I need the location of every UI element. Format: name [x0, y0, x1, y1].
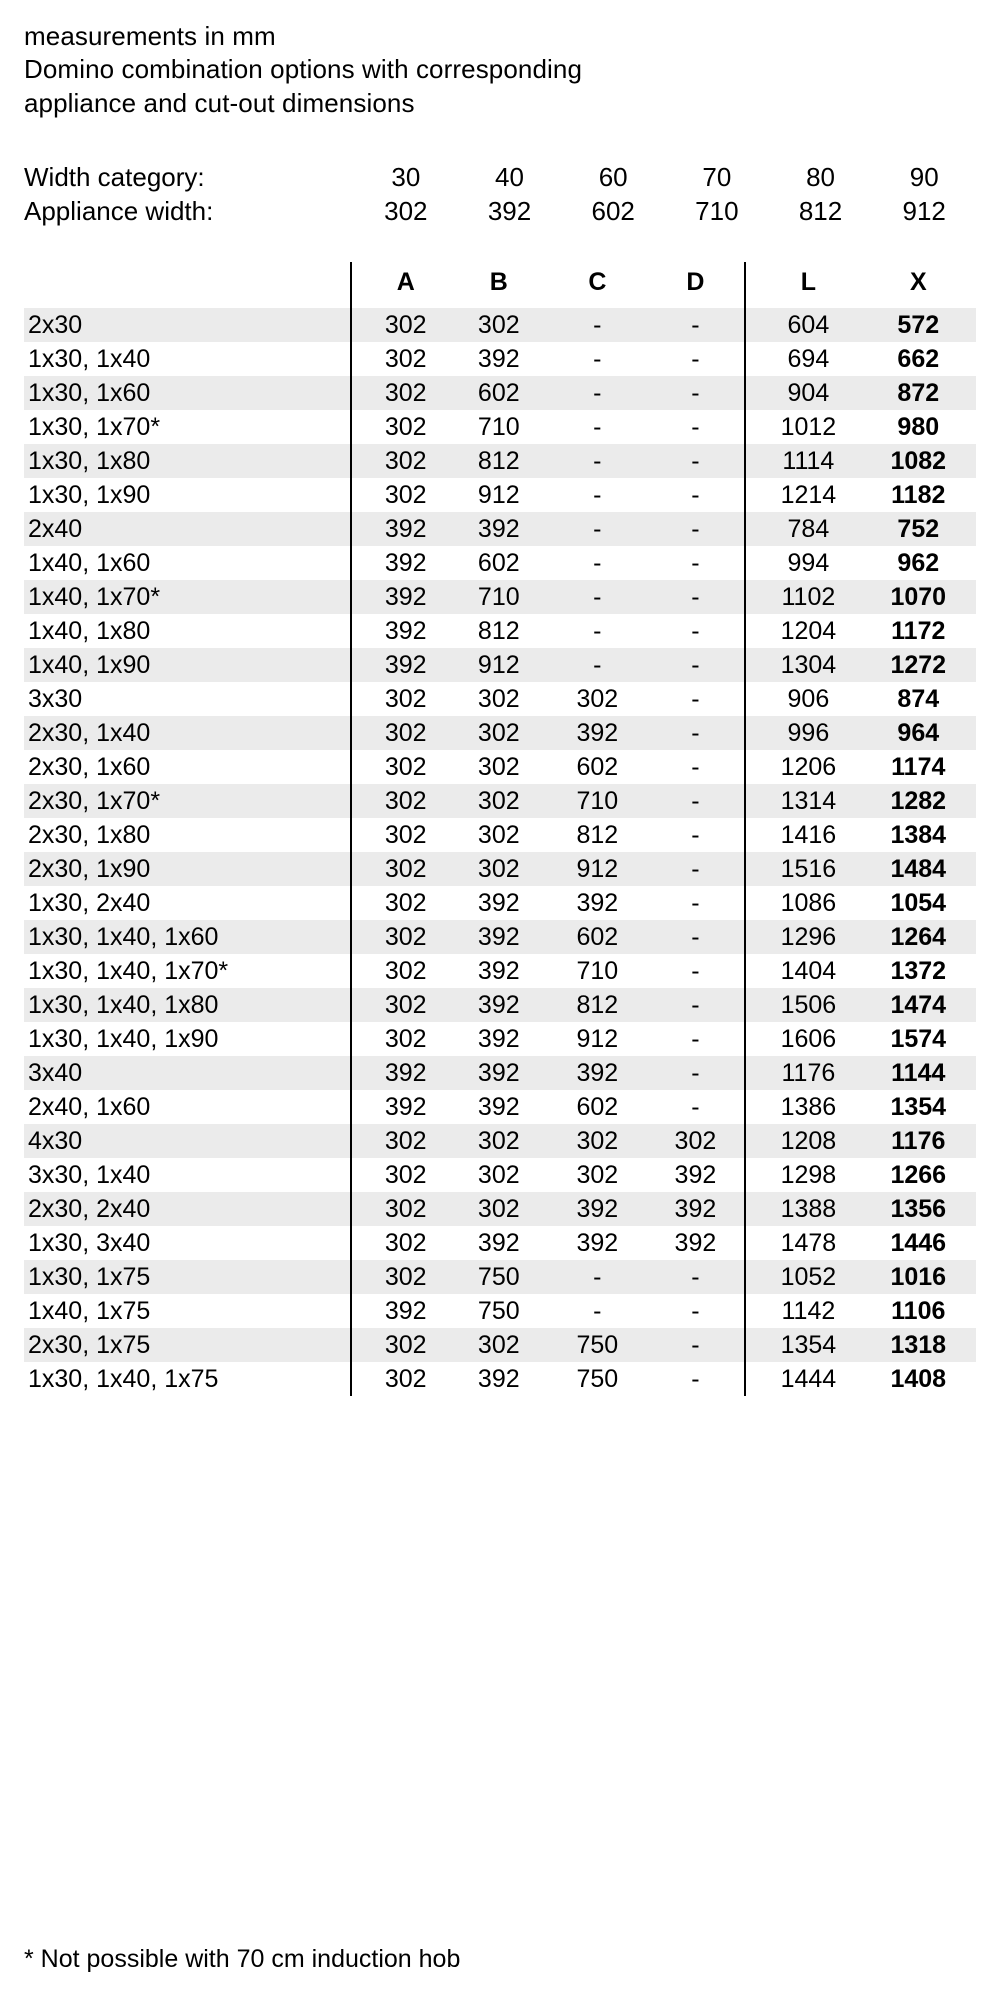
- table-header-row: [24, 262, 976, 308]
- column-header-b: B: [489, 268, 508, 297]
- cell-b: 602: [477, 549, 520, 578]
- cell-l: 1506: [745, 988, 860, 1022]
- cell-c: -: [593, 447, 602, 476]
- cell-combination: 1x30, 1x40, 1x60: [28, 923, 219, 952]
- cell-b: 392: [477, 1229, 520, 1258]
- cell-x: 1574: [890, 1025, 947, 1054]
- cell-l: 1298: [745, 1158, 860, 1192]
- cell-c: 392: [576, 1229, 619, 1258]
- cell-a: 302: [351, 818, 450, 852]
- table-row: [24, 546, 976, 580]
- cell-x: 1182: [891, 481, 946, 510]
- cell-c: -: [593, 481, 602, 510]
- cell-b: 392: [477, 1025, 520, 1054]
- table-header: [24, 262, 976, 308]
- cell-c: 302: [576, 685, 619, 714]
- cell-combination: 3x30: [28, 685, 83, 714]
- cell-x: 1174: [891, 753, 946, 782]
- cell-l: 1214: [745, 478, 860, 512]
- column-header-l: L: [745, 262, 860, 308]
- table-row: [24, 1294, 976, 1328]
- cell-d: -: [691, 1093, 700, 1122]
- cell-b: 302: [477, 685, 520, 714]
- cell-x: 1054: [890, 889, 947, 918]
- cell-d: -: [691, 481, 700, 510]
- cell-a: 302: [351, 1124, 450, 1158]
- width-category-value: 40: [495, 161, 524, 192]
- cell-x: 1082: [890, 447, 947, 476]
- cell-l: 1142: [745, 1294, 860, 1328]
- cell-d: -: [691, 617, 700, 646]
- cell-combination: 1x30, 1x40, 1x75: [28, 1365, 219, 1394]
- cell-c: 912: [576, 1025, 619, 1054]
- cell-c: 392: [576, 1195, 619, 1224]
- cell-combination: 1x40, 1x90: [28, 651, 151, 680]
- cell-d: -: [691, 991, 700, 1020]
- cell-c: 602: [576, 923, 619, 952]
- cell-x: 1354: [890, 1093, 947, 1122]
- cell-c: 912: [576, 855, 619, 884]
- cell-l: 996: [745, 716, 860, 750]
- table-row: [24, 1124, 976, 1158]
- cell-d: -: [691, 1297, 700, 1326]
- cell-c: -: [593, 515, 602, 544]
- cell-x: 1266: [890, 1161, 947, 1190]
- column-header-c: C: [588, 268, 607, 297]
- column-header-a: A: [351, 262, 450, 308]
- table-row: [24, 648, 976, 682]
- cell-d: 392: [674, 1229, 717, 1258]
- cell-a: 302: [351, 1192, 450, 1226]
- cell-c: 710: [576, 787, 619, 816]
- cell-d: -: [691, 787, 700, 816]
- cell-x: 1144: [891, 1059, 946, 1088]
- cell-x: 752: [897, 515, 940, 544]
- cell-l: 1416: [745, 818, 860, 852]
- width-category-values: [354, 160, 976, 194]
- cell-l: 694: [745, 342, 860, 376]
- cell-a: 302: [351, 444, 450, 478]
- cell-l: 1606: [745, 1022, 860, 1056]
- cell-b: 302: [477, 821, 520, 850]
- width-category-row: [24, 160, 976, 194]
- cell-x: 1474: [890, 991, 947, 1020]
- cell-x: 1272: [890, 651, 947, 680]
- cell-b: 710: [477, 583, 520, 612]
- cell-combination: 1x30, 1x90: [28, 481, 151, 510]
- cell-c: -: [593, 1297, 602, 1326]
- table-row: [24, 716, 976, 750]
- cell-b: 302: [477, 787, 520, 816]
- cell-d: -: [691, 923, 700, 952]
- cell-d: -: [691, 651, 700, 680]
- table-row: [24, 750, 976, 784]
- cell-a: 302: [351, 478, 450, 512]
- cell-b: 392: [477, 889, 520, 918]
- cell-combination: 2x40: [28, 515, 83, 544]
- cell-a: 302: [351, 1362, 450, 1396]
- cell-x: 1356: [890, 1195, 947, 1224]
- cell-b: 302: [477, 1195, 520, 1224]
- cell-b: 602: [477, 379, 520, 408]
- cell-a: 302: [351, 1260, 450, 1294]
- cell-l: 904: [745, 376, 860, 410]
- cell-c: -: [593, 1263, 602, 1292]
- cell-d: -: [691, 1263, 700, 1292]
- cell-l: 1478: [745, 1226, 860, 1260]
- cell-combination: 1x30, 1x40, 1x90: [28, 1025, 219, 1054]
- cell-d: -: [691, 719, 700, 748]
- column-header-d: D: [686, 268, 705, 297]
- cell-d: 392: [674, 1195, 717, 1224]
- cell-c: -: [593, 651, 602, 680]
- cell-l: 1114: [745, 444, 860, 478]
- cell-a: 392: [351, 648, 450, 682]
- cell-x: 662: [897, 345, 940, 374]
- cell-x: 1172: [891, 617, 946, 646]
- cell-l: 1176: [745, 1056, 860, 1090]
- cell-l: 906: [745, 682, 860, 716]
- cell-b: 710: [477, 413, 520, 442]
- cell-combination: 1x30, 1x70*: [28, 413, 161, 442]
- cell-a: 392: [351, 580, 450, 614]
- cell-d: 302: [674, 1127, 717, 1156]
- cell-b: 912: [477, 651, 520, 680]
- cell-c: 392: [576, 719, 619, 748]
- cell-combination: 1x30, 1x40, 1x70*: [28, 957, 229, 986]
- cell-l: 1444: [745, 1362, 860, 1396]
- cell-x: 1384: [890, 821, 947, 850]
- cell-d: 392: [674, 1161, 717, 1190]
- cell-c: -: [593, 583, 602, 612]
- cell-c: 392: [576, 889, 619, 918]
- table-row: [24, 784, 976, 818]
- cell-combination: 1x40, 1x70*: [28, 583, 161, 612]
- column-header-combination: [24, 262, 351, 308]
- table-row: [24, 1090, 976, 1124]
- cell-x: 874: [897, 685, 940, 714]
- cell-a: 392: [351, 512, 450, 546]
- cell-b: 392: [477, 923, 520, 952]
- cell-x: 1372: [890, 957, 947, 986]
- cell-x: 1484: [890, 855, 947, 884]
- cell-b: 812: [477, 617, 520, 646]
- cell-b: 302: [477, 311, 520, 340]
- cell-b: 392: [477, 1365, 520, 1394]
- table-row: [24, 614, 976, 648]
- cell-x: 1282: [890, 787, 947, 816]
- cell-combination: 2x30, 2x40: [28, 1195, 151, 1224]
- cell-x: 964: [897, 719, 940, 748]
- cell-b: 912: [477, 481, 520, 510]
- cell-l: 784: [745, 512, 860, 546]
- cell-combination: 1x30, 1x40: [28, 345, 151, 374]
- table-row: [24, 1328, 976, 1362]
- table-row: [24, 342, 976, 376]
- cell-x: 1264: [890, 923, 947, 952]
- cell-a: 302: [351, 716, 450, 750]
- appliance-width-row: [24, 194, 976, 228]
- cell-l: 1012: [745, 410, 860, 444]
- cell-c: 750: [576, 1365, 619, 1394]
- cell-c: 302: [576, 1161, 619, 1190]
- cell-l: 1304: [745, 648, 860, 682]
- cell-c: 302: [576, 1127, 619, 1156]
- cell-a: 302: [351, 784, 450, 818]
- cell-l: 1386: [745, 1090, 860, 1124]
- cell-l: 604: [745, 308, 860, 342]
- combination-table: [24, 262, 976, 1396]
- cell-combination: 2x30, 1x90: [28, 855, 151, 884]
- cell-combination: 1x30, 1x80: [28, 447, 151, 476]
- table-row: [24, 444, 976, 478]
- width-category-value: 70: [702, 161, 732, 192]
- footnote: * Not possible with 70 cm induction hob: [24, 1945, 461, 1973]
- cell-d: -: [691, 311, 700, 340]
- table-row: [24, 1192, 976, 1226]
- cell-combination: 3x40: [28, 1059, 83, 1088]
- cell-d: -: [691, 447, 700, 476]
- cell-d: -: [691, 1025, 700, 1054]
- table-row: [24, 512, 976, 546]
- cell-a: 392: [351, 546, 450, 580]
- table-row: [24, 1362, 976, 1396]
- cell-l: 1206: [745, 750, 860, 784]
- cell-combination: 1x30, 3x40: [28, 1229, 151, 1258]
- cell-combination: 3x30, 1x40: [28, 1161, 151, 1190]
- cell-b: 812: [477, 447, 520, 476]
- appliance-width-label: Appliance width:: [24, 196, 214, 227]
- cell-b: 302: [477, 1161, 520, 1190]
- cell-d: -: [691, 1365, 700, 1394]
- cell-c: 710: [576, 957, 619, 986]
- cell-x: 872: [897, 379, 940, 408]
- cell-a: 302: [351, 920, 450, 954]
- cell-x: 1176: [891, 1127, 946, 1156]
- appliance-width-value: 392: [487, 196, 532, 227]
- cell-a: 302: [351, 410, 450, 444]
- intro-line-1: measurements in mm: [24, 21, 276, 51]
- cell-d: -: [691, 413, 700, 442]
- cell-combination: 2x30, 1x60: [28, 753, 151, 782]
- table-row: [24, 920, 976, 954]
- cell-combination: 1x30, 2x40: [28, 889, 151, 918]
- cell-l: 1204: [745, 614, 860, 648]
- cell-x: 1106: [891, 1297, 946, 1326]
- width-category-label: Width category:: [24, 161, 205, 192]
- cell-combination: 1x40, 1x80: [28, 617, 151, 646]
- width-summary: [24, 160, 976, 229]
- table-row: [24, 954, 976, 988]
- cell-b: 302: [477, 855, 520, 884]
- cell-d: -: [691, 583, 700, 612]
- cell-b: 302: [477, 1127, 520, 1156]
- cell-l: 1208: [745, 1124, 860, 1158]
- cell-a: 302: [351, 1158, 450, 1192]
- cell-combination: 2x30, 1x70*: [28, 787, 161, 816]
- cell-d: -: [691, 1331, 700, 1360]
- cell-combination: 2x30, 1x40: [28, 719, 151, 748]
- table-row: [24, 818, 976, 852]
- cell-a: 302: [351, 1226, 450, 1260]
- cell-combination: 4x30: [28, 1127, 83, 1156]
- cell-a: 392: [351, 1294, 450, 1328]
- cell-d: -: [691, 515, 700, 544]
- appliance-width-values: [354, 194, 976, 228]
- cell-x: 1318: [890, 1331, 947, 1360]
- cell-a: 302: [351, 682, 450, 716]
- cell-c: 602: [576, 753, 619, 782]
- cell-x: 572: [897, 311, 940, 340]
- table-row: [24, 1260, 976, 1294]
- cell-a: 302: [351, 376, 450, 410]
- cell-a: 302: [351, 886, 450, 920]
- cell-l: 1086: [745, 886, 860, 920]
- cell-l: 1516: [745, 852, 860, 886]
- cell-b: 302: [477, 719, 520, 748]
- table-row: [24, 376, 976, 410]
- cell-combination: 1x40, 1x75: [28, 1297, 151, 1326]
- cell-a: 302: [351, 1328, 450, 1362]
- cell-l: 994: [745, 546, 860, 580]
- width-category-value: 60: [598, 161, 628, 192]
- cell-c: -: [593, 617, 602, 646]
- cell-b: 392: [477, 991, 520, 1020]
- table-row: [24, 682, 976, 716]
- cell-d: -: [691, 821, 700, 850]
- cell-combination: 1x40, 1x60: [28, 549, 151, 578]
- width-category-value: 90: [909, 161, 939, 192]
- table-row: [24, 410, 976, 444]
- column-header-x: X: [909, 268, 927, 297]
- cell-d: -: [691, 855, 700, 884]
- cell-x: 1070: [890, 583, 947, 612]
- cell-l: 1296: [745, 920, 860, 954]
- table-row: [24, 852, 976, 886]
- cell-b: 392: [477, 1093, 520, 1122]
- appliance-width-value: 302: [384, 196, 428, 227]
- cell-c: -: [593, 311, 602, 340]
- width-category-value: 30: [391, 161, 421, 192]
- cell-b: 302: [477, 753, 520, 782]
- cell-c: 750: [576, 1331, 619, 1360]
- cell-a: 302: [351, 308, 450, 342]
- table-row: [24, 886, 976, 920]
- cell-b: 392: [477, 957, 520, 986]
- cell-l: 1404: [745, 954, 860, 988]
- table-body: [24, 308, 976, 1396]
- cell-d: -: [691, 549, 700, 578]
- cell-d: -: [691, 379, 700, 408]
- cell-a: 392: [351, 1056, 450, 1090]
- combination-table-wrapper: [24, 262, 976, 1396]
- cell-x: 1016: [890, 1263, 947, 1292]
- cell-b: 750: [477, 1263, 520, 1292]
- table-row: [24, 1158, 976, 1192]
- cell-l: 1314: [745, 784, 860, 818]
- cell-d: -: [691, 889, 700, 918]
- cell-l: 1052: [745, 1260, 860, 1294]
- table-row: [24, 1056, 976, 1090]
- cell-a: 302: [351, 852, 450, 886]
- cell-x: 962: [897, 549, 940, 578]
- cell-combination: 1x30, 1x40, 1x80: [28, 991, 219, 1020]
- cell-a: 392: [351, 1090, 450, 1124]
- cell-x: 1446: [890, 1229, 947, 1258]
- cell-a: 302: [351, 988, 450, 1022]
- cell-b: 750: [477, 1297, 520, 1326]
- cell-c: -: [593, 345, 602, 374]
- cell-a: 302: [351, 750, 450, 784]
- cell-c: 392: [576, 1059, 619, 1088]
- intro-block: [24, 20, 976, 120]
- cell-combination: 2x40, 1x60: [28, 1093, 151, 1122]
- cell-a: 392: [351, 614, 450, 648]
- appliance-width-value: 710: [695, 196, 739, 227]
- table-row: [24, 1022, 976, 1056]
- intro-line-2: Domino combination options with corresponding: [24, 54, 583, 85]
- cell-d: -: [691, 685, 700, 714]
- cell-l: 1388: [745, 1192, 860, 1226]
- appliance-width-value: 602: [591, 196, 635, 227]
- cell-combination: 2x30, 1x80: [28, 821, 151, 850]
- cell-combination: 2x30, 1x75: [28, 1331, 151, 1360]
- appliance-width-value: 912: [902, 196, 946, 227]
- cell-c: 812: [576, 821, 619, 850]
- cell-a: 302: [351, 1022, 450, 1056]
- cell-b: 392: [477, 515, 520, 544]
- intro-line-3: appliance and cut-out dimensions: [24, 87, 415, 118]
- cell-c: -: [593, 413, 602, 442]
- table-row: [24, 308, 976, 342]
- cell-b: 392: [477, 1059, 520, 1088]
- cell-c: -: [593, 549, 602, 578]
- table-row: [24, 580, 976, 614]
- table-row: [24, 478, 976, 512]
- cell-l: 1102: [745, 580, 860, 614]
- cell-d: -: [691, 753, 700, 782]
- cell-a: 302: [351, 342, 450, 376]
- cell-a: 302: [351, 954, 450, 988]
- cell-d: -: [691, 345, 700, 374]
- cell-combination: 1x30, 1x60: [28, 379, 151, 408]
- cell-b: 392: [477, 345, 520, 374]
- cell-combination: 2x30: [28, 311, 83, 340]
- cell-c: 812: [576, 991, 619, 1020]
- cell-d: -: [691, 957, 700, 986]
- width-category-value: 80: [806, 161, 835, 192]
- cell-c: 602: [576, 1093, 619, 1122]
- cell-d: -: [691, 1059, 700, 1088]
- cell-l: 1354: [745, 1328, 860, 1362]
- table-row: [24, 988, 976, 1022]
- cell-c: -: [593, 379, 602, 408]
- table-row: [24, 1226, 976, 1260]
- appliance-width-value: 812: [798, 196, 843, 227]
- cell-x: 980: [897, 413, 940, 442]
- cell-x: 1408: [890, 1365, 947, 1394]
- cell-combination: 1x30, 1x75: [28, 1263, 151, 1292]
- cell-b: 302: [477, 1331, 520, 1360]
